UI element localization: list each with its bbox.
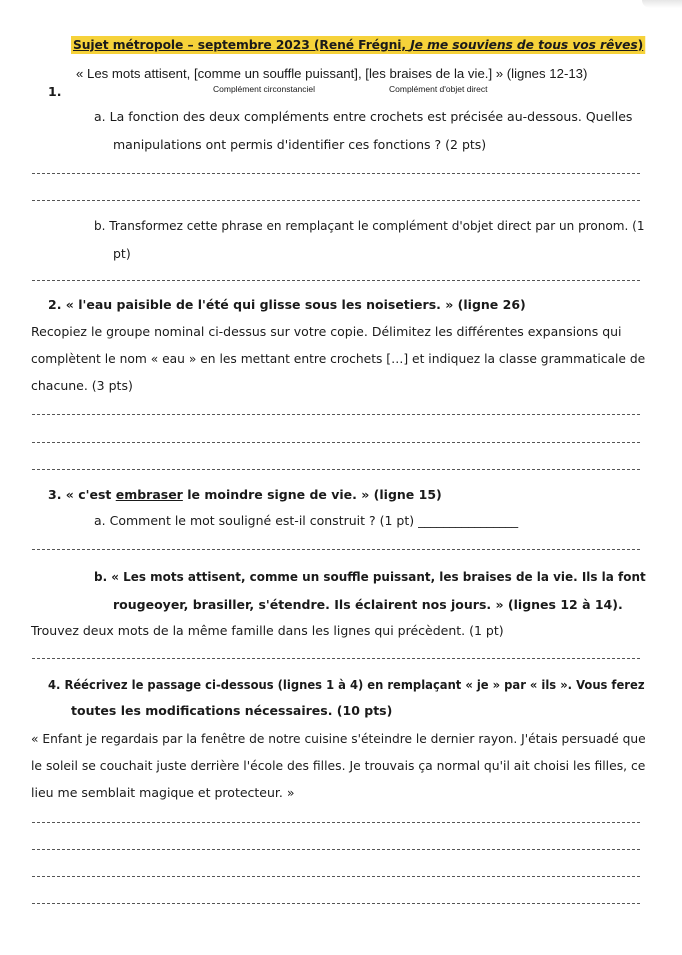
answer-line [32,903,640,904]
q3b-line1: b. « Les mots attisent, comme un souffle puissant, les braises de la vie. Ils la font [94,569,646,584]
page-title: Sujet métropole – septembre 2023 (René Frégni, Je me souviens de tous vos rêves) [72,37,644,52]
answer-line [32,849,640,850]
answer-line [32,822,640,823]
q4-heading-line1: 4. Réécrivez le passage ci-dessous (lignes 1 à 4) en remplaçant « je » par « ils ». Vous ferez [48,677,645,692]
annotation-complement-circonstanciel: Complément circonstanciel [213,84,316,94]
answer-line [32,876,640,877]
q4-passage-line3: lieu me semblait magique et protecteur. » [31,785,295,800]
q1b-line1: b. Transformez cette phrase en remplaçant le complément d'objet direct par un pronom. (1 [94,218,645,233]
q3b-line2: rougeoyer, brasiller, s'étendre. Ils éclairent nos jours. » (lignes 12 à 14). [113,597,623,612]
answer-line [32,280,640,281]
q2-line1: Recopiez le groupe nominal ci-dessus sur votre copie. Délimitez les différentes expansions qui [31,324,622,339]
q1-quote: « Les mots attisent, [comme un souffle puissant], [les braises de la vie.] » (lignes 12-13) [76,66,588,81]
q1a-line1: a. La fonction des deux compléments entre crochets est précisée au-dessous. Quelles [94,109,633,124]
underlined-word: embraser [115,487,183,502]
answer-line [32,469,640,470]
q4-passage-line2: le soleil se couchait juste derrière l'école des filles. Je trouvais ça normal qu'il ait choisi les filles, ce [31,758,646,773]
answer-line [32,442,640,443]
answer-line [32,658,640,659]
q2-heading: 2. « l'eau paisible de l'été qui glisse sous les noisetiers. » (ligne 26) [48,297,526,312]
answer-line [32,173,640,174]
q4-heading-line2: toutes les modifications nécessaires. (10 pts) [71,703,393,718]
annotation-complement-objet-direct: Complément d'objet direct [389,84,488,94]
q3-instruction: Trouvez deux mots de la même famille dans les lignes qui précèdent. (1 pt) [31,623,504,638]
q1b-line2: pt) [113,246,131,261]
q3-heading: 3. « c'est embraser le moindre signe de vie. » (ligne 15) [48,487,442,502]
q3a-text: a. Comment le mot souligné est-il construit ? (1 pt) ________________ [94,513,519,528]
q2-line3: chacune. (3 pts) [31,378,133,393]
page-corner-shadow [642,0,682,8]
q1a-line2: manipulations ont permis d'identifier ces fonctions ? (2 pts) [113,137,487,152]
q2-line2: complètent le nom « eau » en les mettant entre crochets […] et indiquez la classe grammaticale de [31,351,646,366]
answer-line [32,200,640,201]
answer-line [32,414,640,415]
q1-number: 1. [48,84,62,99]
answer-line [32,549,640,550]
q4-passage-line1: « Enfant je regardais par la fenêtre de notre cuisine s'éteindre le dernier rayon. J'étais persuadé que [31,731,646,746]
